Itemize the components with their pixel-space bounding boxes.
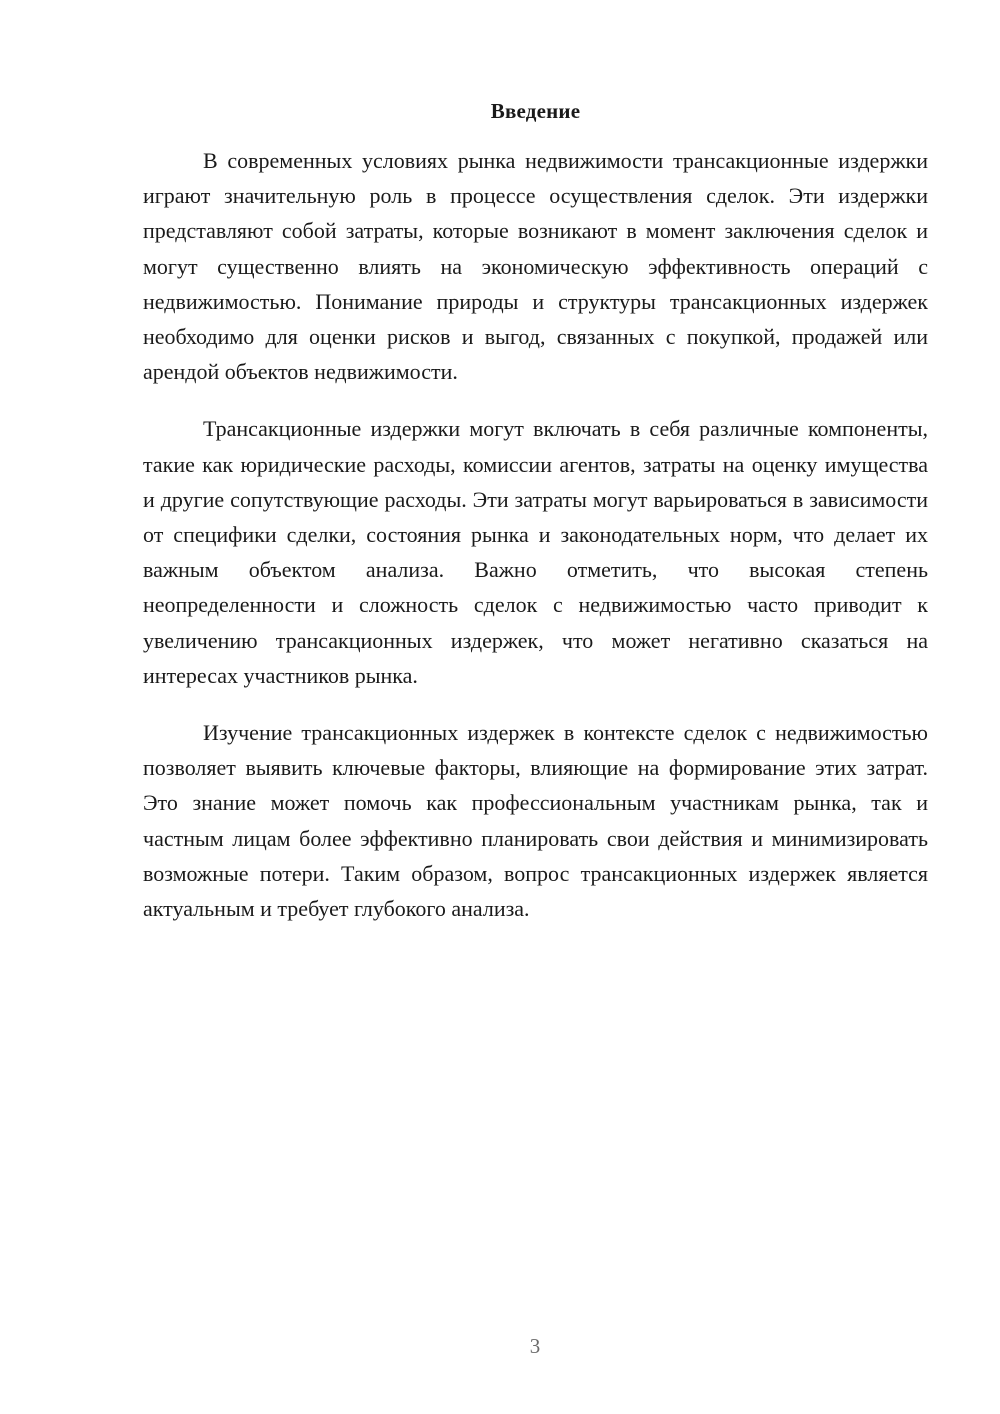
page-number: 3	[529, 1334, 541, 1358]
paragraph-3: Изучение трансакционных издержек в контексте сделок с недвижимостью позволяет выявить ключевые факторы, влияющие на формирование этих затрат. Это знание может помочь как профессиональным участникам рынка, так и частным лицам более эффективно планировать свои действия и минимизировать возможные потери. Таким образом, вопрос трансакционных издержек является актуальным и требует глубокого анализа.	[143, 720, 928, 922]
section-heading: Введение	[490, 99, 581, 123]
paragraph-1: В современных условиях рынка недвижимости трансакционные издержки играют значительную роль в процессе осуществления сделок. Эти издержки представляют собой затраты, которые возникают в момент заключения сделок и могут существенно влиять на экономическую эффективность операций с недвижимостью. Понимание природы и структуры трансакционных издержек необходимо для оценки рисков и выгод, связанных с покупкой, продажей или арендой объектов недвижимости.	[143, 148, 928, 385]
page-content	[143, 94, 928, 948]
paragraph-2: Трансакционные издержки могут включать в себя различные компоненты, такие как юридические расходы, комиссии агентов, затраты на оценку имущества и другие сопутствующие расходы. Эти затраты могут варьироваться в зависимости от специфики сделки, состояния рынка и законодательных норм, что делает их важным объектом анализа. Важно отметить, что высокая степень неопределенности и сложность сделок с недвижимостью часто приводит к увеличению трансакционных издержек, что может негативно сказаться на интересах участников рынка.	[143, 416, 928, 688]
